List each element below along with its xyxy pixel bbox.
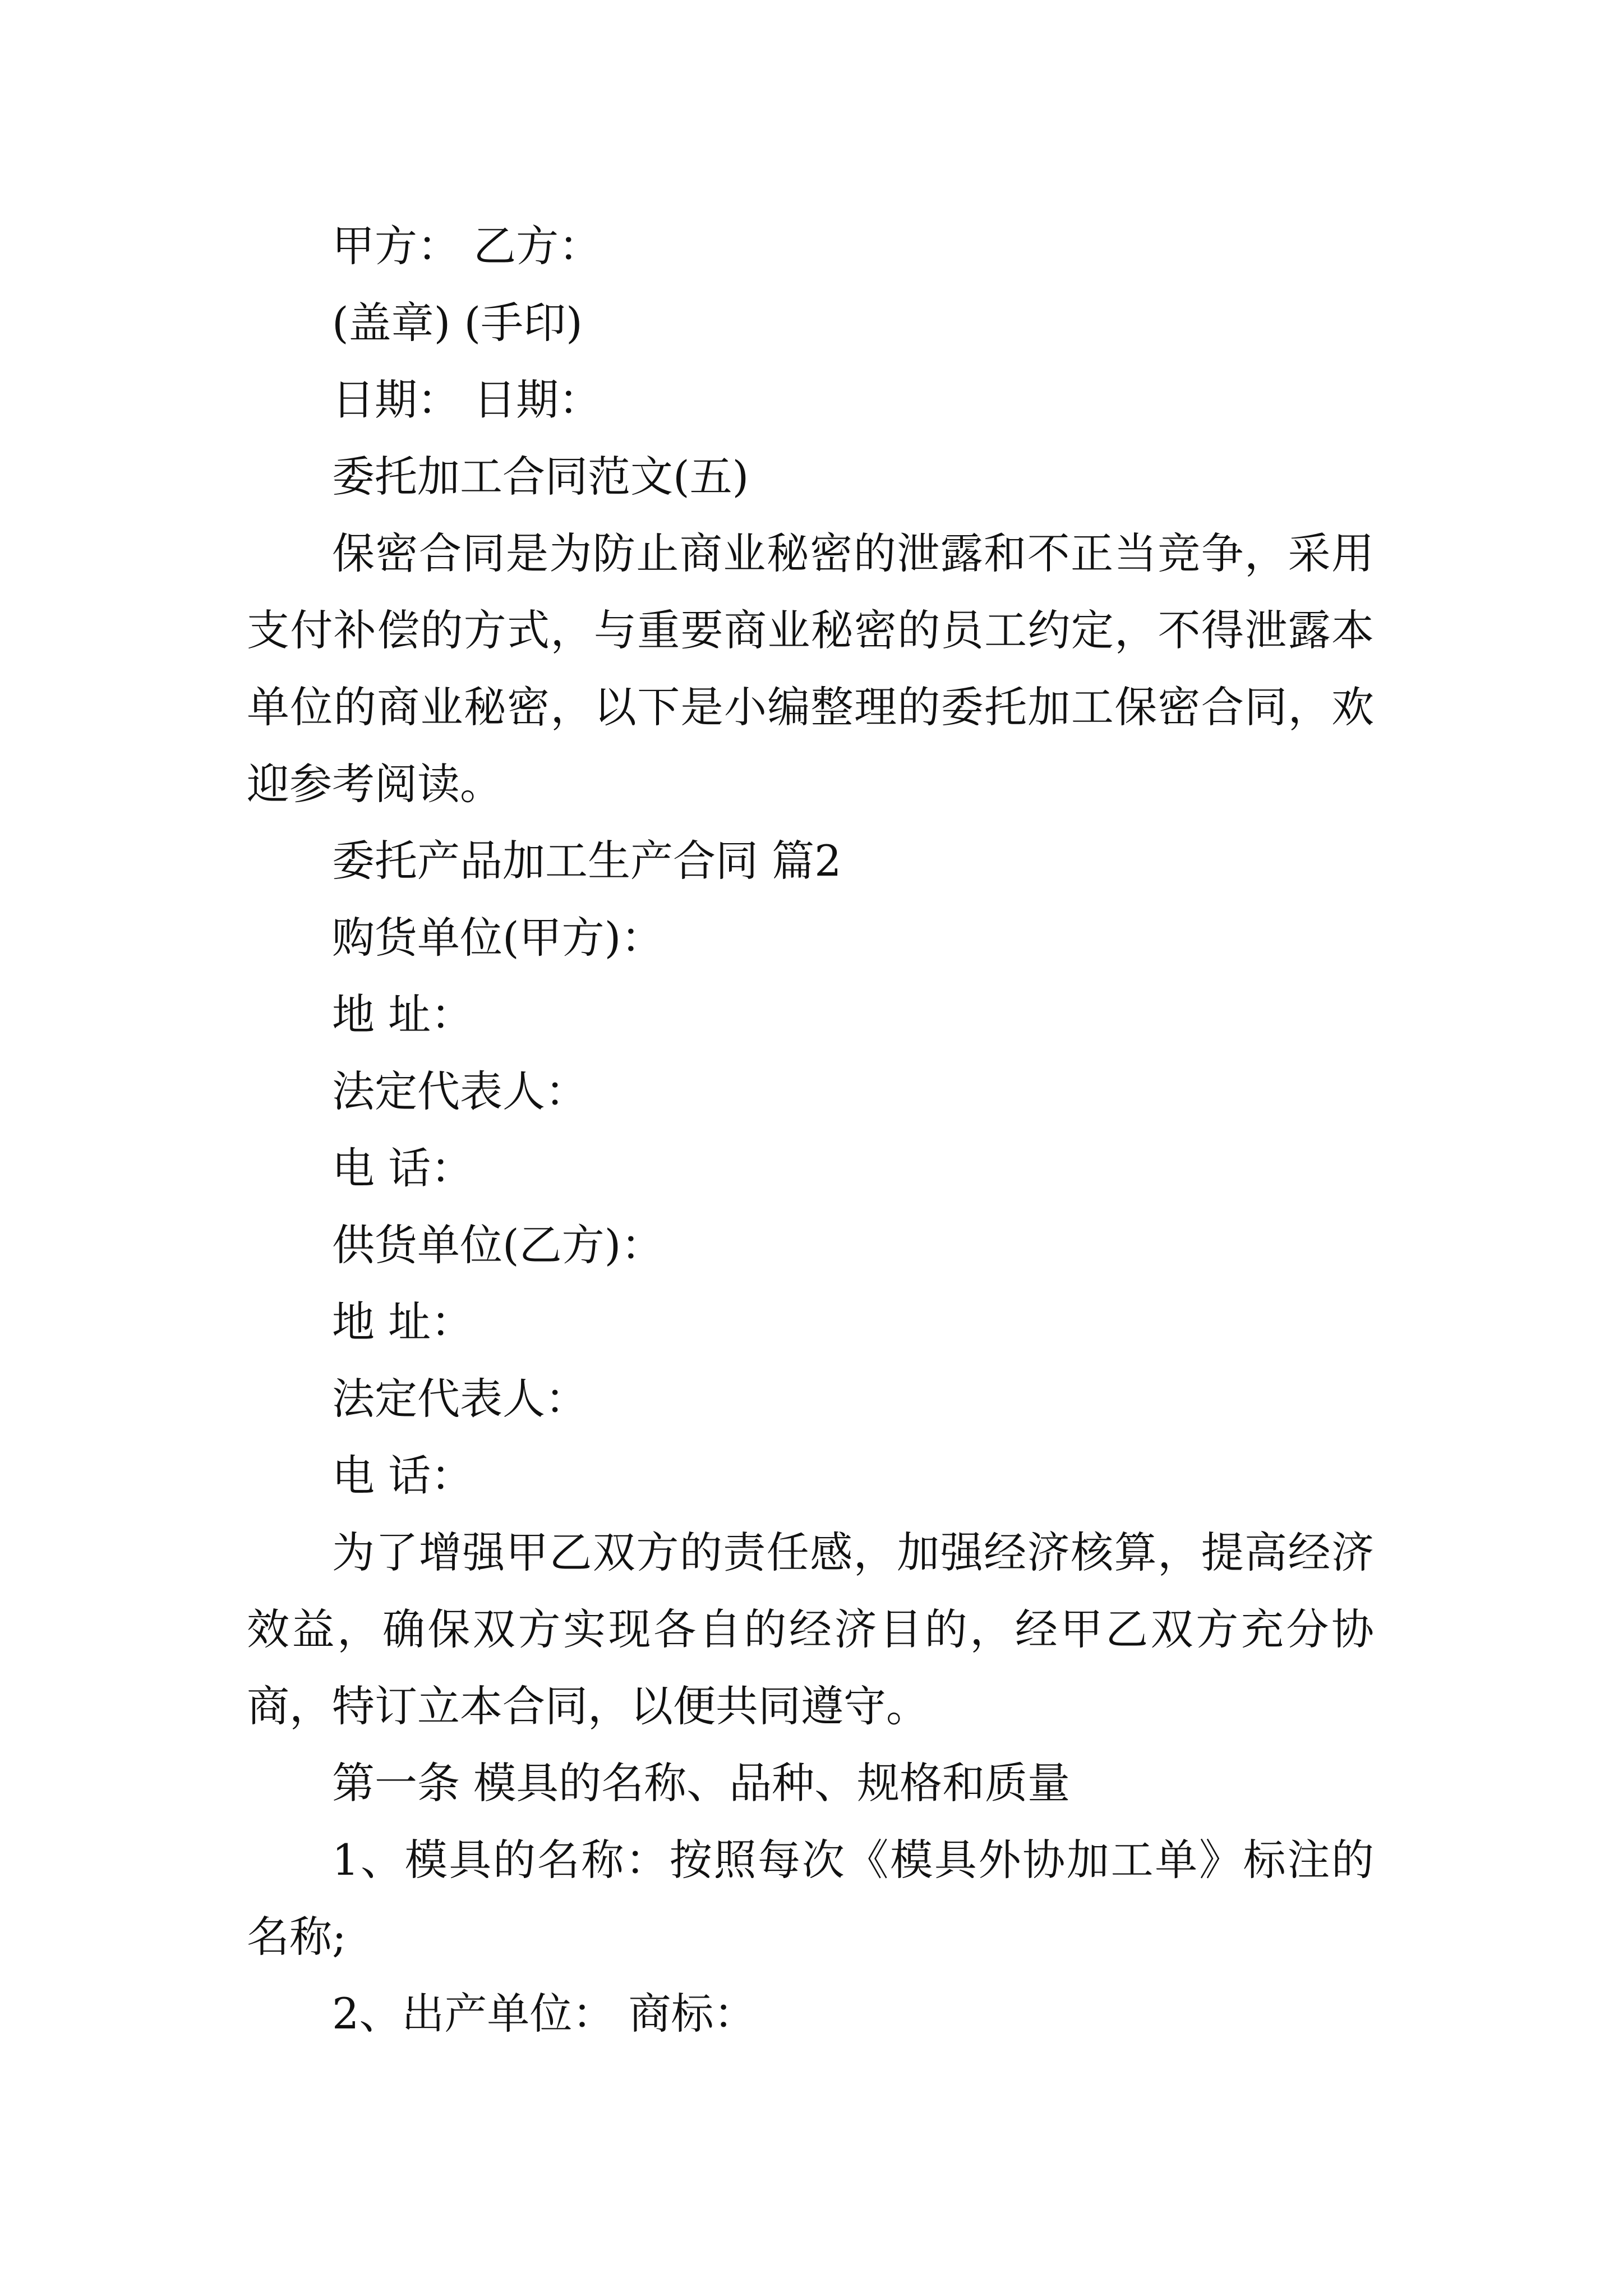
buyer-representative: 法定代表人： bbox=[332, 1066, 588, 1116]
contract-title: 委托产品加工生产合同 篇2 bbox=[332, 836, 842, 886]
intro-paragraph: 保密合同是为防止商业秘密的泄露和不正当竞争，采用支付补偿的方式，与重要商业秘密的员工约定，不得泄露本单位的商业秘密，以下是小编整理的委托加工保密合同，欢迎参考阅读。 bbox=[247, 528, 1374, 809]
document-body bbox=[247, 208, 1374, 2052]
signature-seal: (盖章) (手印) bbox=[332, 298, 583, 348]
supplier-label: 供货单位(乙方)： bbox=[332, 1220, 664, 1270]
article-one-heading: 第一条 模具的名称、品种、规格和质量 bbox=[332, 1758, 1071, 1808]
mold-name-clause: 1、模具的名称：按照每次《模具外协加工单》标注的名称; bbox=[247, 1835, 1374, 1962]
purpose-paragraph: 为了增强甲乙双方的责任感，加强经济核算，提高经济效益，确保双方实现各自的经济目的，经甲乙双方充分协商，特订立本合同，以便共同遵守。 bbox=[247, 1527, 1374, 1731]
signature-parties: 甲方： 乙方： bbox=[332, 221, 602, 271]
signature-date: 日期： 日期： bbox=[332, 375, 602, 425]
supplier-representative: 法定代表人： bbox=[332, 1374, 588, 1424]
supplier-phone: 电 话： bbox=[332, 1451, 474, 1501]
producer-trademark-clause: 2、出产单位： 商标： bbox=[332, 1989, 757, 2039]
buyer-label: 购货单位(甲方)： bbox=[332, 913, 664, 963]
buyer-address: 地 址： bbox=[332, 990, 474, 1039]
buyer-phone: 电 话： bbox=[332, 1143, 474, 1193]
supplier-address: 地 址： bbox=[332, 1297, 474, 1347]
section-title-5: 委托加工合同范文(五) bbox=[332, 452, 749, 501]
